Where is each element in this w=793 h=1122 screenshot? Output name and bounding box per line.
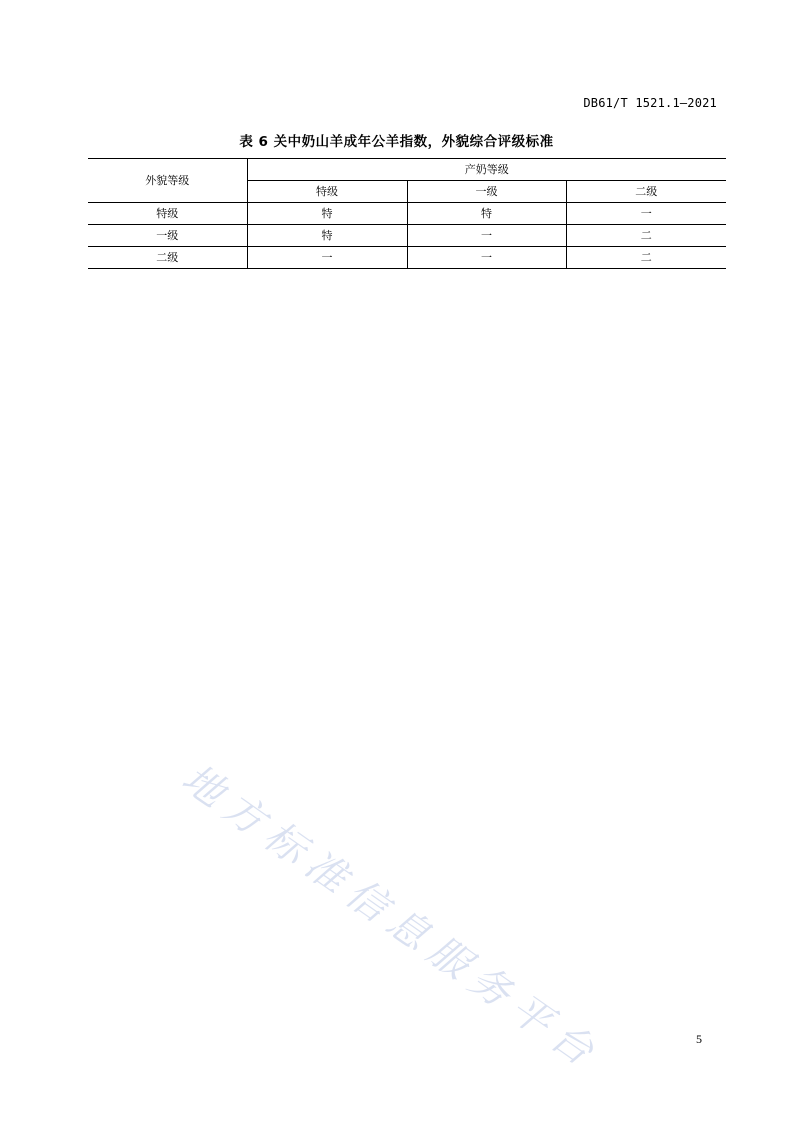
table-row (88, 225, 726, 247)
table-title: 表 6 关中奶山羊成年公羊指数，外貌综合评级标准 (239, 134, 554, 150)
column-header: 二级 (566, 181, 726, 203)
row-label: 特级 (88, 203, 247, 225)
table-cell: 特 (407, 203, 566, 225)
table-cell: 特 (247, 203, 407, 225)
table-cell: 一 (247, 247, 407, 269)
column-header: 一级 (407, 181, 566, 203)
table-cell: 二 (566, 247, 726, 269)
table-cell: 一 (407, 247, 566, 269)
table-header-row (88, 159, 726, 181)
table-row (88, 203, 726, 225)
row-header-cell: 外貌等级 (88, 159, 247, 203)
table-row (88, 247, 726, 269)
group-header-cell: 产奶等级 (247, 159, 726, 181)
watermark: 地方标准信息服务平台 (173, 755, 610, 1080)
table-cell: 一 (566, 203, 726, 225)
document-code: DB61/T 1521.1—2021 (583, 96, 717, 110)
grade-table (88, 158, 726, 269)
page-number: 5 (696, 1032, 702, 1046)
column-header: 特级 (247, 181, 407, 203)
table-cell: 一 (407, 225, 566, 247)
table-cell: 特 (247, 225, 407, 247)
row-label: 二级 (88, 247, 247, 269)
table-cell: 二 (566, 225, 726, 247)
row-label: 一级 (88, 225, 247, 247)
